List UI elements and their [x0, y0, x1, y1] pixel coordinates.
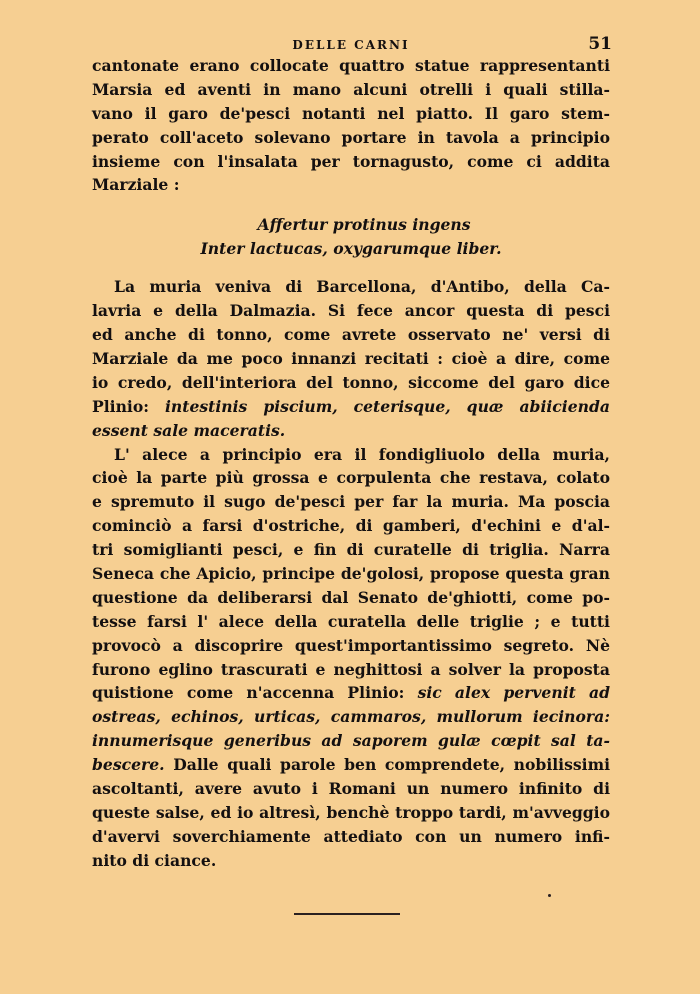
- text-line: ed anche di tonno, come avrete osservato ne' versi di: [92, 325, 610, 345]
- text-line: Marziale da me poco innanzi recitati : cioè a dire, come: [92, 349, 610, 369]
- text-line: io credo, dell'interiora del tonno, siccome del garo dice: [92, 372, 610, 392]
- latin-citation: sic alex pervenit ad: [417, 683, 610, 703]
- text-line: cantonate erano collocate quattro statue rappresentanti: [92, 56, 610, 75]
- paragraph-1: [92, 54, 610, 197]
- text-line: cominciò a farsi d'ostriche, di gamberi, d'echini e d'al-: [92, 516, 610, 536]
- text-line: tesse farsi l' alece della curatella delle triglie ; e tutti: [92, 611, 610, 631]
- text-line: insieme con l'insalata per tornagusto, come ci addita: [92, 151, 610, 171]
- text-line: tri somiglianti pesci, e fin di curatelle di triglia. Narra: [92, 540, 610, 560]
- text-line: nito di ciance.: [92, 850, 217, 870]
- text-line: [92, 753, 610, 777]
- text-line: Marsia ed aventi in mano alcuni otrelli i quali stilla-: [92, 79, 610, 99]
- text-line: d'avervi soverchiamente attediato con un numero infi-: [92, 826, 610, 846]
- paragraph-3: [92, 443, 610, 873]
- latin-citation: intestinis piscium, ceterisque, quæ abiicienda: [165, 396, 610, 416]
- latin-citation: innumerisque generibus ad saporem gulæ cœpit sal ta-: [92, 731, 610, 751]
- latin-citation: ostreas, echinos, urticas, cammaros, mullorum iecinora:: [92, 707, 610, 727]
- page-header: [92, 34, 610, 54]
- verse-line: Inter lactucas, oxygarumque liber.: [200, 239, 502, 259]
- paragraph-2: [92, 275, 610, 442]
- text-line: Seneca che Apicio, principe de'golosi, propose questa gran: [92, 564, 610, 584]
- running-head: DELLE CARNI: [292, 38, 410, 52]
- text-line: [92, 681, 610, 705]
- text-line: queste salse, ed io altresì, benchè troppo tardi, m'avveggio: [92, 802, 610, 822]
- text-line: furono eglino trascurati e neghittosi a solver la proposta: [92, 659, 610, 679]
- text-line: questione da deliberarsi dal Senato de'ghiotti, come po-: [92, 587, 610, 607]
- page-number: 51: [588, 34, 612, 54]
- text-line: Marziale :: [92, 175, 180, 195]
- latin-citation: bescere.: [92, 755, 165, 775]
- text-span: quistione come n'accenna Plinio:: [92, 683, 418, 703]
- end-rule: [294, 913, 400, 915]
- text-line: La muria veniva di Barcellona, d'Antibo, della Ca-: [114, 277, 610, 297]
- book-page: [92, 34, 610, 873]
- text-line: vano il garo de'pesci notanti nel piatto. Il garo stem-: [92, 103, 610, 123]
- text-line: cioè la parte più grossa e corpulenta che restava, colato: [92, 468, 610, 488]
- text-line: e spremuto il sugo de'pesci per far la muria. Ma poscia: [92, 492, 610, 512]
- ink-dot: [548, 894, 551, 897]
- text-line: L' alece a principio era il fondigliuolo della muria,: [114, 444, 610, 464]
- latin-citation: essent sale maceratis.: [92, 420, 286, 440]
- text-line: provocò a discoprire quest'importantissimo segreto. Nè: [92, 635, 610, 655]
- verse-quotation: [92, 213, 610, 261]
- text-span: Dalle quali parole ben comprendete, nobilissimi: [164, 755, 610, 775]
- text-line: ascoltanti, avere avuto i Romani un numero infinito di: [92, 779, 610, 799]
- text-line: perato coll'aceto solevano portare in tavola a principio: [92, 127, 610, 147]
- verse-line: Affertur protinus ingens: [257, 215, 471, 235]
- text-line: [92, 395, 610, 419]
- text-span: Plinio:: [92, 396, 165, 416]
- text-line: lavria e della Dalmazia. Si fece ancor questa di pesci: [92, 301, 610, 321]
